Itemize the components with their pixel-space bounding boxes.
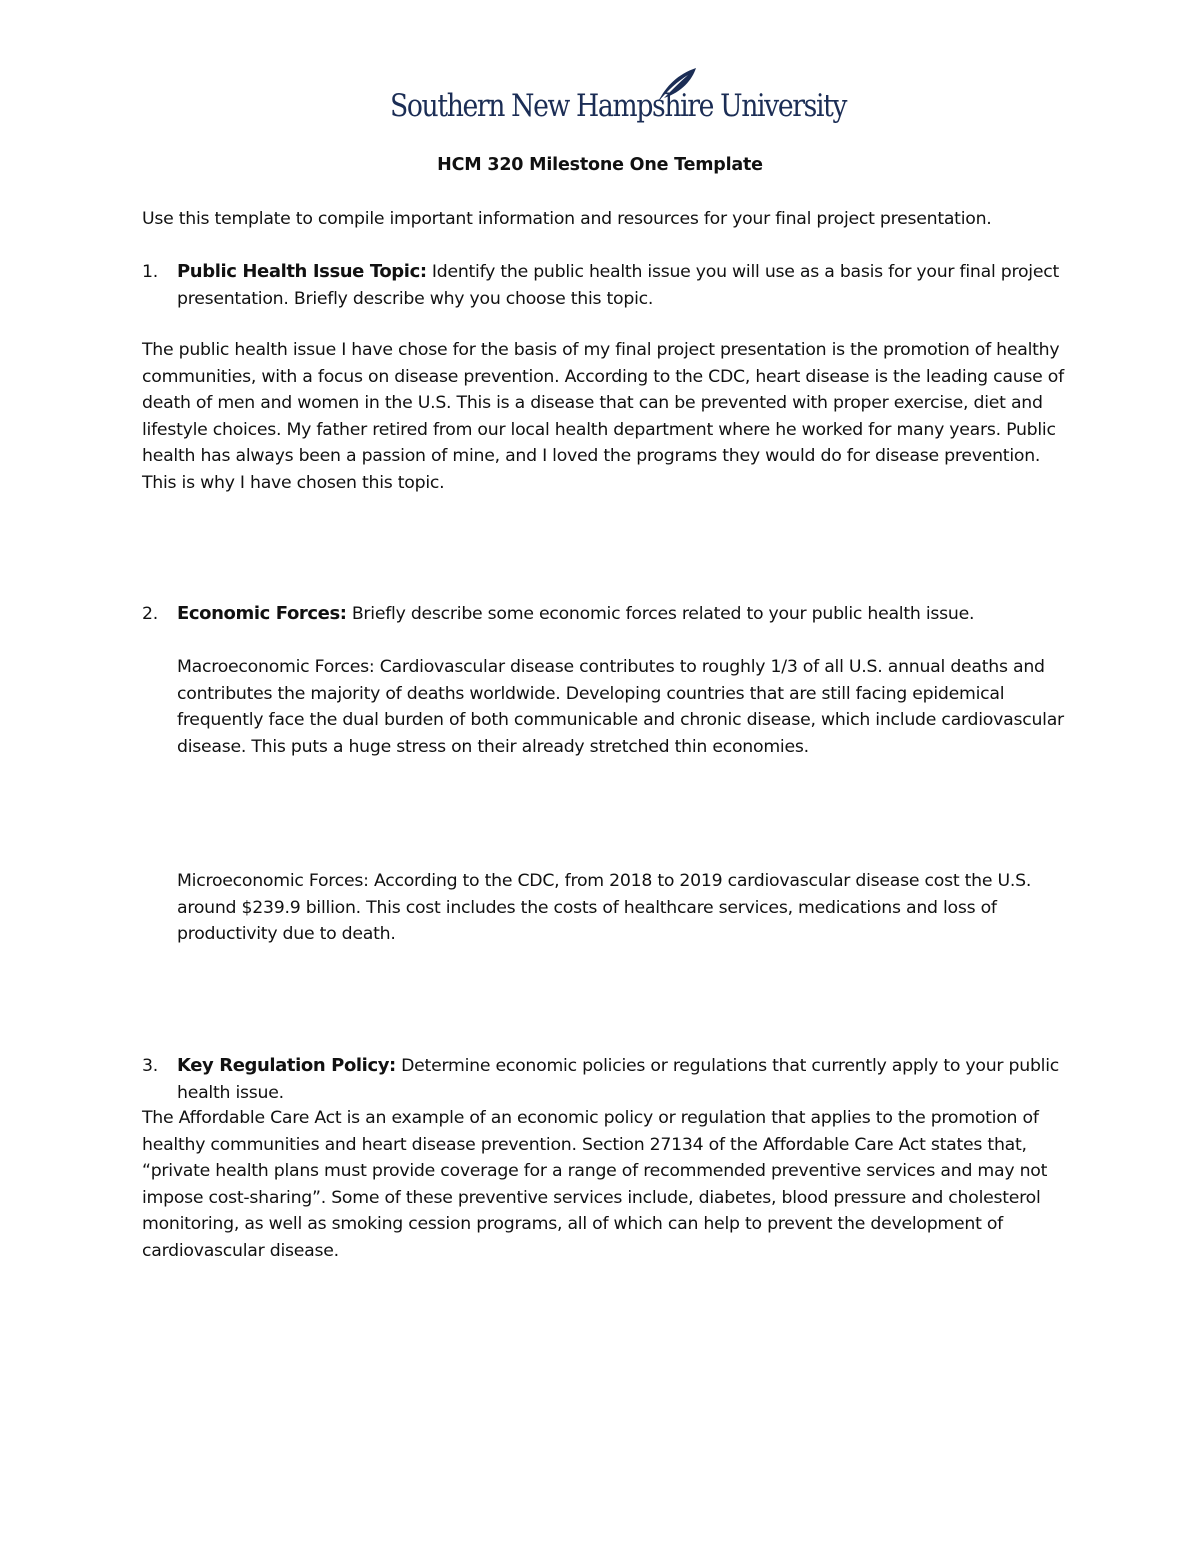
section-3-text: [177, 1053, 1072, 1106]
section-2-text: [177, 601, 1072, 628]
intro-paragraph: Use this template to compile important information and resources for your final project presentation.: [142, 209, 992, 229]
section-1-prompt: [142, 259, 1072, 312]
section-3-label: Key Regulation Policy:: [177, 1055, 396, 1076]
section-2-instruction: Briefly describe some economic forces related to your public health issue.: [346, 604, 975, 624]
document-title: HCM 320 Milestone One Template: [437, 155, 763, 175]
topic-answer: The public health issue I have chose for the basis of my final project presentation is the promotion of healthy communities, with a focus on disease prevention. According to the CDC, heart disease is the leading cause of death of men and women in the U.S. This is a disease that can be prevented with proper exercise, diet and lifestyle choices. My father retired from our local health department where he worked for many years. Public health has always been a passion of mine, and I loved the programs they would do for disease prevention. This is why I have chosen this topic.: [142, 340, 1064, 493]
macroeconomic-answer: Macroeconomic Forces: Cardiovascular disease contributes to roughly 1/3 of all U.S. annual deaths and contributes the majority of deaths worldwide. Developing countries that are still facing epidemical frequently face the dual burden of both communicable and chronic disease, which include cardiovascular disease. This puts a huge stress on their already stretched thin economies.: [177, 657, 1064, 757]
section-1-instruction: Identify the public health issue you will use as a basis for your final project presentation. Briefly describe why you choose this topic.: [177, 262, 1059, 309]
university-logo: [390, 66, 847, 136]
policy-answer: The Affordable Care Act is an example of an economic policy or regulation that applies to the promotion of healthy communities and heart disease prevention. Section 27134 of the Affordable Care Act states that, “private health plans must provide coverage for a range of recommended preventive services and may not impose cost-sharing”. Some of these preventive services include, diabetes, blood pressure and cholesterol monitoring, as well as smoking cession programs, all of which can help to prevent the development of cardiovascular disease.: [142, 1108, 1048, 1261]
section-3-prompt: [142, 1053, 1072, 1106]
section-2-prompt: [142, 601, 1072, 628]
section-3-instruction: Determine economic policies or regulations that currently apply to your public health issue.: [177, 1056, 1060, 1103]
section-1-label: Public Health Issue Topic:: [177, 261, 427, 282]
section-1-number: 1.: [142, 262, 158, 282]
microeconomic-answer: Microeconomic Forces: According to the CDC, from 2018 to 2019 cardiovascular disease cost the U.S. around $239.9 billion. This cost includes the costs of healthcare services, medications and loss of productivity due to death.: [177, 871, 1032, 944]
section-1-text: [177, 259, 1072, 312]
section-2-label: Economic Forces:: [177, 603, 347, 624]
logo-wordmark: Southern New Hampshire University: [390, 88, 847, 124]
section-2-number: 2.: [142, 604, 158, 624]
section-3-number: 3.: [142, 1056, 158, 1076]
